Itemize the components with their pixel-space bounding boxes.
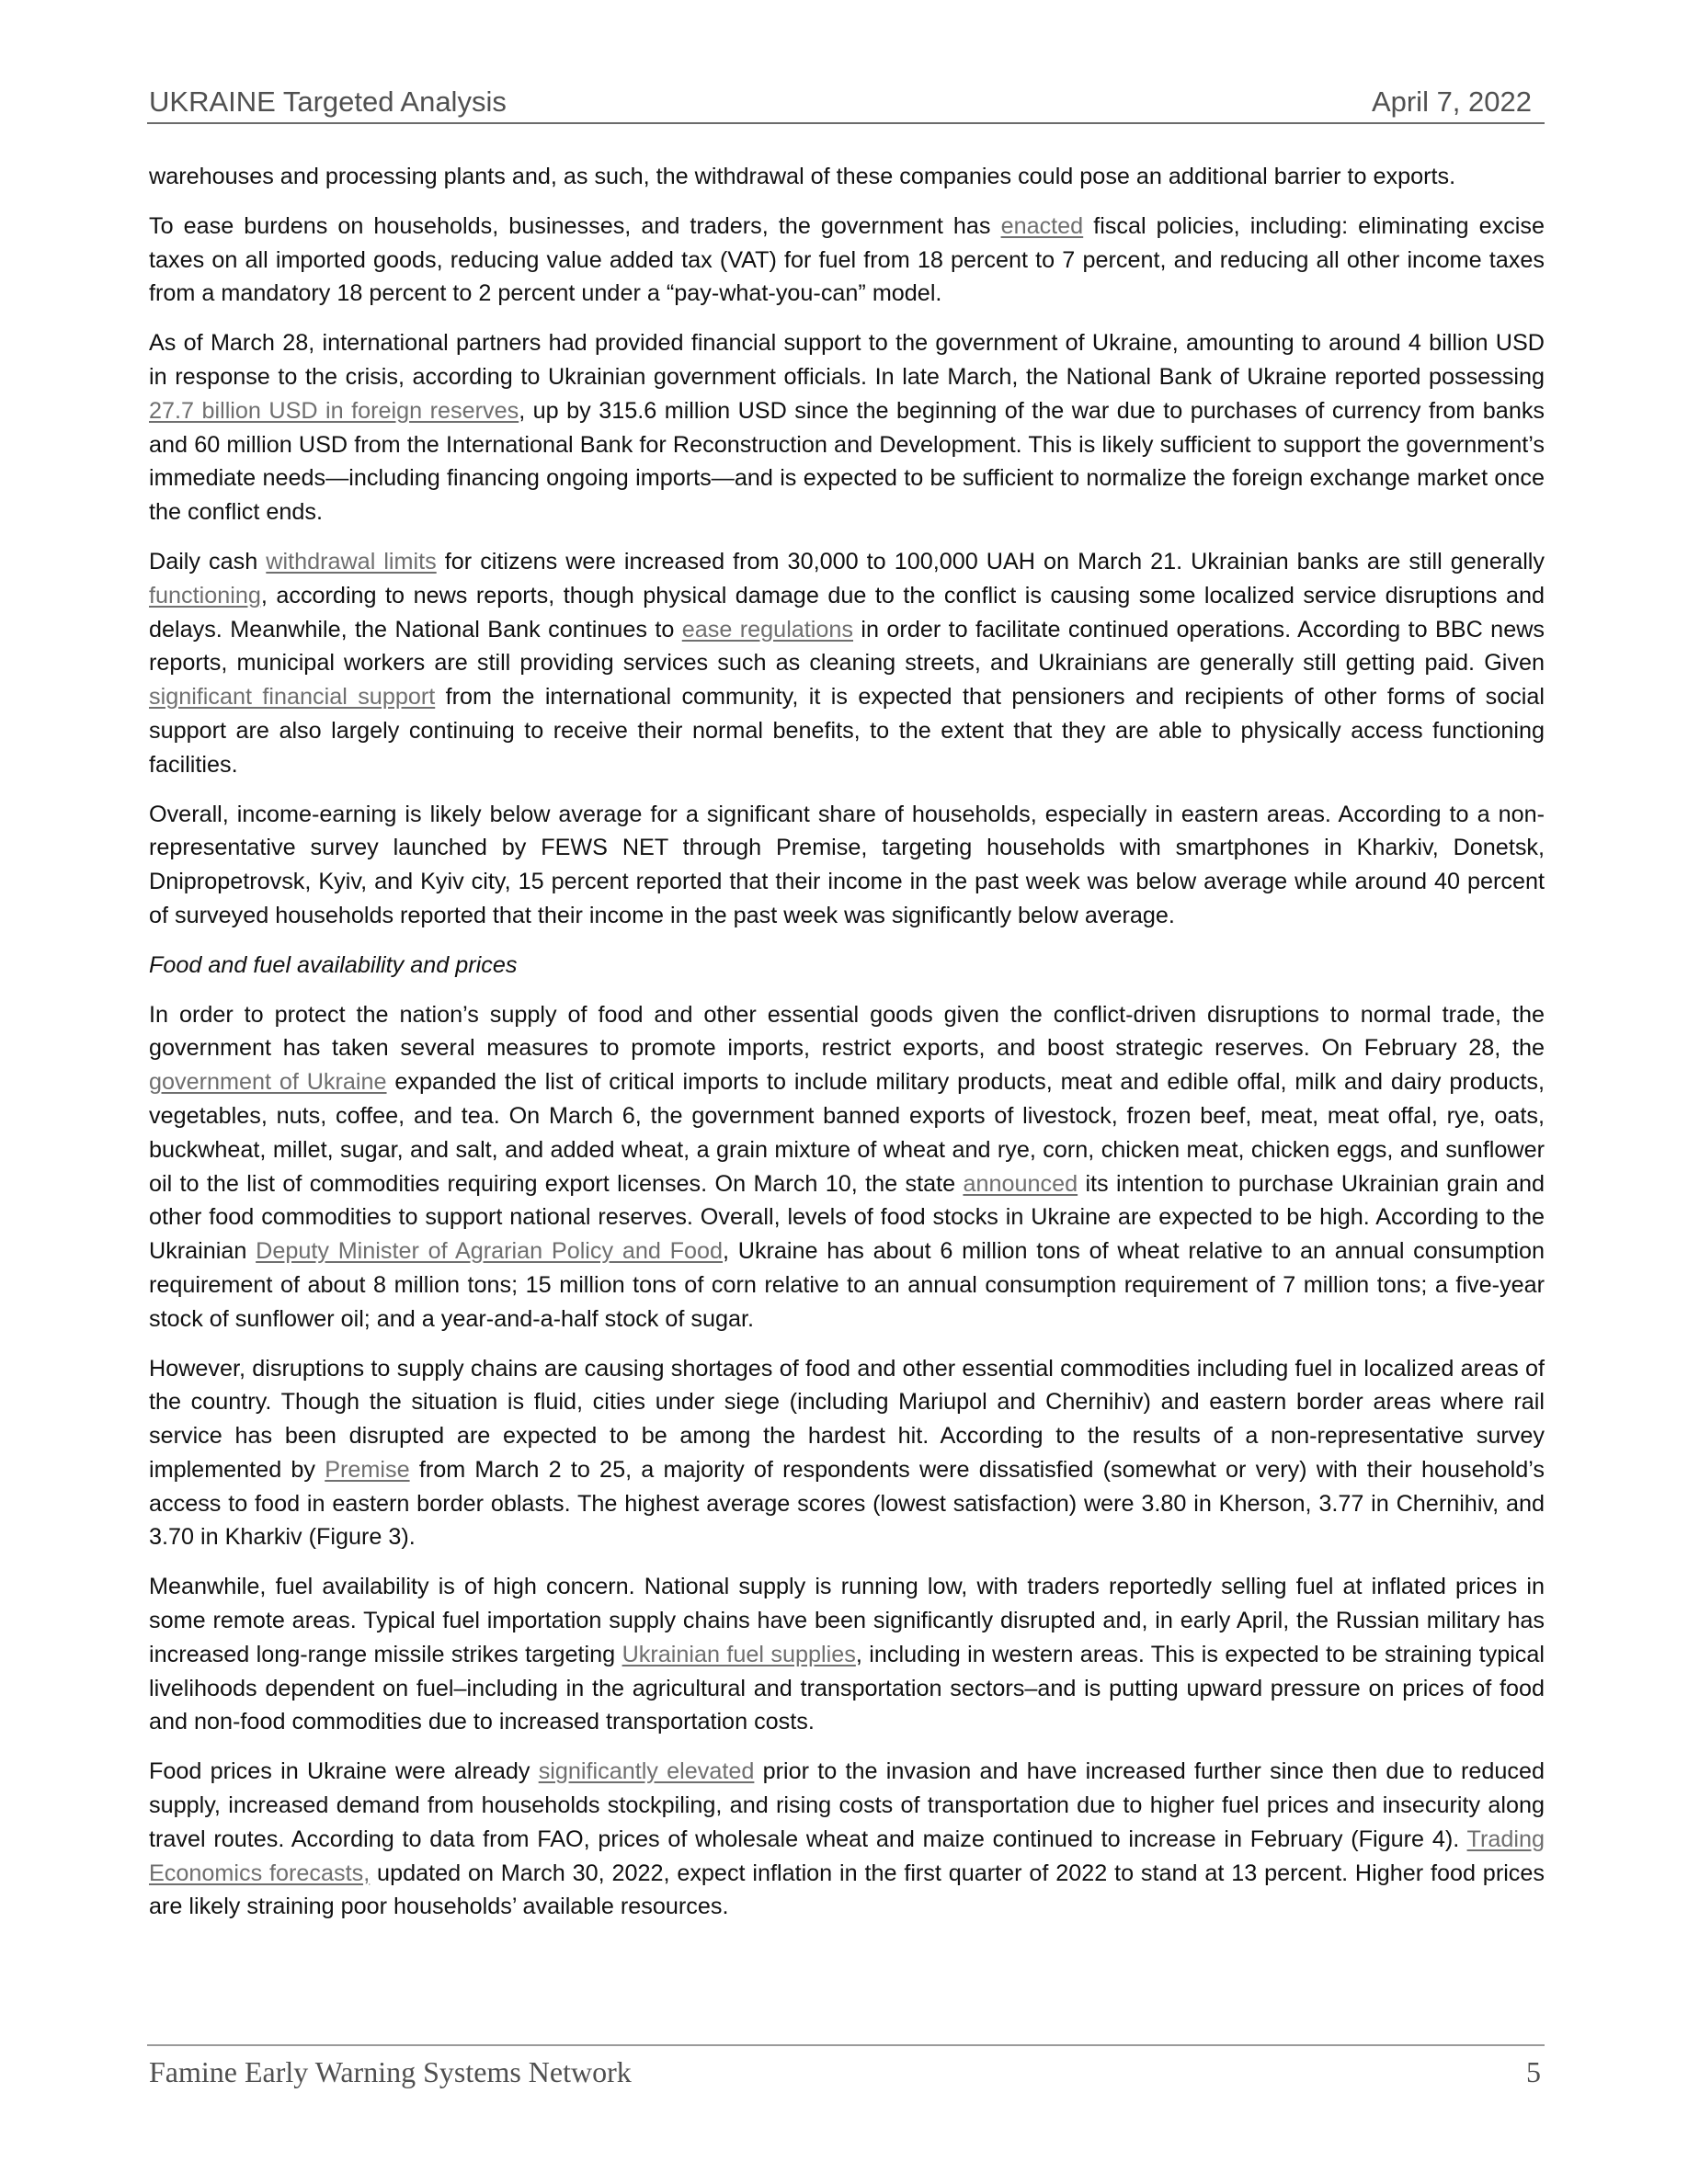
paragraph-text: expanded the list of critical imports to include military products, meat and edible offal, milk and dairy products, vegetables, nuts, coffee, and tea. On March 6, the government banned exports of livestock, frozen beef, meat, meat offal, rye, oats, buckwheat, millet, sugar, and salt, and added wheat, a grain mixture of wheat and rye, corn, chicken meat, chicken eggs, and sunflower oil to the list of commodities requiring export licenses. On March 10, the state <box>149 1069 1545 1197</box>
paragraph <box>149 545 1545 782</box>
paragraph-text: Meanwhile, fuel availability is of high concern. National supply is running low, with traders reportedly selling fuel at inflated prices in some remote areas. Typical fuel importation supply chains have been significantly disrupted and, in early April, the Russian military has increased long-range missile strikes targeting <box>149 1574 1545 1667</box>
paragraph-text: As of March 28, international partners had provided financial support to the government of Ukraine, amounting to around 4 billion USD in response to the crisis, according to Ukrainian government officials. In late March, the National Bank of Ukraine reported possessing <box>149 330 1545 390</box>
link-foreign-reserves[interactable]: 27.7 billion USD in foreign reserves <box>149 397 519 424</box>
page-header <box>147 85 1545 124</box>
link-deputy-minister[interactable]: Deputy Minister of Agrarian Policy and Food <box>256 1238 724 1265</box>
paragraph-text: prior to the invasion and have increased further since then due to reduced supply, increased demand from households stockpiling, and rising costs of transportation due to higher fuel prices and insecurity along travel routes. According to data from FAO, prices of wholesale wheat and maize continued to increase in February (Figure 4). <box>149 1758 1545 1852</box>
link-financial-support[interactable]: significant financial support <box>149 684 436 711</box>
document-title: UKRAINE Targeted Analysis <box>149 85 507 118</box>
organization-name: Famine Early Warning Systems Network <box>149 2055 632 2088</box>
link-government-of-ukraine[interactable]: government of Ukraine <box>149 1069 387 1096</box>
paragraph-text: , including in western areas. This is expected to be straining typical livelihoods dependent on fuel–including in the agricultural and transportation sectors–and is putting upward pressure on prices of food and non-food commodities due to increased transportation costs. <box>149 1641 1545 1735</box>
paragraph-text: , Ukraine has about 6 million tons of wheat relative to an annual consumption requirement of about 8 million tons; 15 million tons of corn relative to an annual consumption requirement of 7 million tons; a five-year stock of sunflower oil; and a year-and-a-half stock of sugar. <box>149 1238 1545 1332</box>
paragraph-text: in order to facilitate continued operations. According to BBC news reports, municipal workers are still providing services such as cleaning streets, and Ukrainians are generally still getting paid. Given <box>149 616 1545 677</box>
link-ease-regulations[interactable]: ease regulations <box>681 616 853 643</box>
paragraph-text: , up by 315.6 million USD since the beginning of the war due to purchases of currency from banks and 60 million USD from the International Bank for Reconstruction and Development. This is likely sufficient to support the government’s immediate needs—including financing ongoing imports—and is expected to be sufficient to normalize the foreign exchange market once the conflict ends. <box>149 397 1545 526</box>
paragraph-text: from March 2 to 25, a majority of respondents were dissatisfied (somewhat or very) with their household’s access to food in eastern border oblasts. The highest average scores (lowest satisfaction) were 3.80 in Kherson, 3.77 in Chernihiv, and 3.70 in Kharkiv (Figure 3). <box>149 1456 1545 1551</box>
link-trading-economics[interactable]: Trading Economics forecasts, <box>149 1826 1545 1886</box>
paragraph-text: fiscal policies, including: eliminating excise taxes on all imported goods, reducing value added tax (VAT) for fuel from 18 percent to 7 percent, and reducing all other income taxes from a mandatory 18 percent to 2 percent under a “pay-what-you-can” model. <box>149 212 1545 307</box>
paragraph <box>149 998 1545 1337</box>
paragraph-text: warehouses and processing plants and, as such, the withdrawal of these companies could pose an additional barrier to exports. <box>149 164 1456 189</box>
paragraph <box>149 210 1545 311</box>
paragraph-text: for citizens were increased from 30,000 to 100,000 UAH on March 21. Ukrainian banks are still generally <box>436 548 1545 574</box>
paragraph <box>149 326 1545 529</box>
document-date: April 7, 2022 <box>1371 85 1532 118</box>
link-premise[interactable]: Premise <box>325 1456 410 1483</box>
paragraph <box>149 1755 1545 1924</box>
footer-divider <box>147 2044 1545 2046</box>
section-heading: Food and fuel availability and prices <box>149 951 518 978</box>
page-number: 5 <box>1526 2055 1541 2088</box>
paragraph <box>149 1570 1545 1739</box>
link-significantly-elevated[interactable]: significantly elevated <box>538 1758 755 1785</box>
paragraph-text: updated on March 30, 2022, expect inflation in the first quarter of 2022 to stand at 13 percent. Higher food prices are likely straining poor households’ available resources. <box>149 1860 1545 1920</box>
link-announced[interactable]: announced <box>963 1170 1078 1197</box>
paragraph-text: from the international community, it is expected that pensioners and recipients of other forms of social support are also largely continuing to receive their normal benefits, to the extent that they are able to physically access functioning facilities. <box>149 684 1545 778</box>
paragraph-text: Food prices in Ukraine were already <box>149 1758 539 1785</box>
link-functioning[interactable]: functioning <box>149 582 261 609</box>
body-text <box>149 160 1545 1939</box>
paragraph-text: , according to news reports, though physical damage due to the conflict is causing some localized service disruptions and delays. Meanwhile, the National Bank continues to <box>149 582 1545 643</box>
paragraph-text: In order to protect the nation’s supply of food and other essential goods given the conflict-driven disruptions to normal trade, the government has taken several measures to promote imports, restrict exports, and boost strategic reserves. On February 28, the <box>149 1001 1545 1062</box>
paragraph-text: To ease burdens on households, businesses, and traders, the government has <box>149 212 1001 239</box>
paragraph <box>149 798 1545 933</box>
link-enacted[interactable]: enacted <box>1000 212 1084 239</box>
link-withdrawal-limits[interactable]: withdrawal limits <box>266 548 437 574</box>
paragraph-text: Daily cash <box>149 548 267 574</box>
paragraph-text: its intention to purchase Ukrainian grain and other food commodities to support national reserves. Overall, levels of food stocks in Ukraine are expected to be high. According to the Ukrainian <box>149 1170 1545 1265</box>
paragraph-text: Overall, income-earning is likely below average for a significant share of households, especially in eastern areas. According to a non-representative survey launched by FEWS NET through Premise, targeting households with smartphones in Kharkiv, Donetsk, Dnipropetrovsk, Kyiv, and Kyiv city, 15 percent reported that their income in the past week was below average while around 40 percent of surveyed households reported that their income in the past week was significantly below average. <box>149 801 1545 928</box>
paragraph <box>149 160 1545 194</box>
paragraph-text: However, disruptions to supply chains are causing shortages of food and other essential commodities including fuel in localized areas of the country. Though the situation is fluid, cities under siege (including Mariupol and Chernihiv) and eastern border areas where rail service has been disrupted are expected to be among the hardest hit. According to the results of a non-representative survey implemented by <box>149 1355 1545 1483</box>
paragraph <box>149 1352 1545 1555</box>
link-fuel-supplies[interactable]: Ukrainian fuel supplies <box>622 1641 856 1667</box>
